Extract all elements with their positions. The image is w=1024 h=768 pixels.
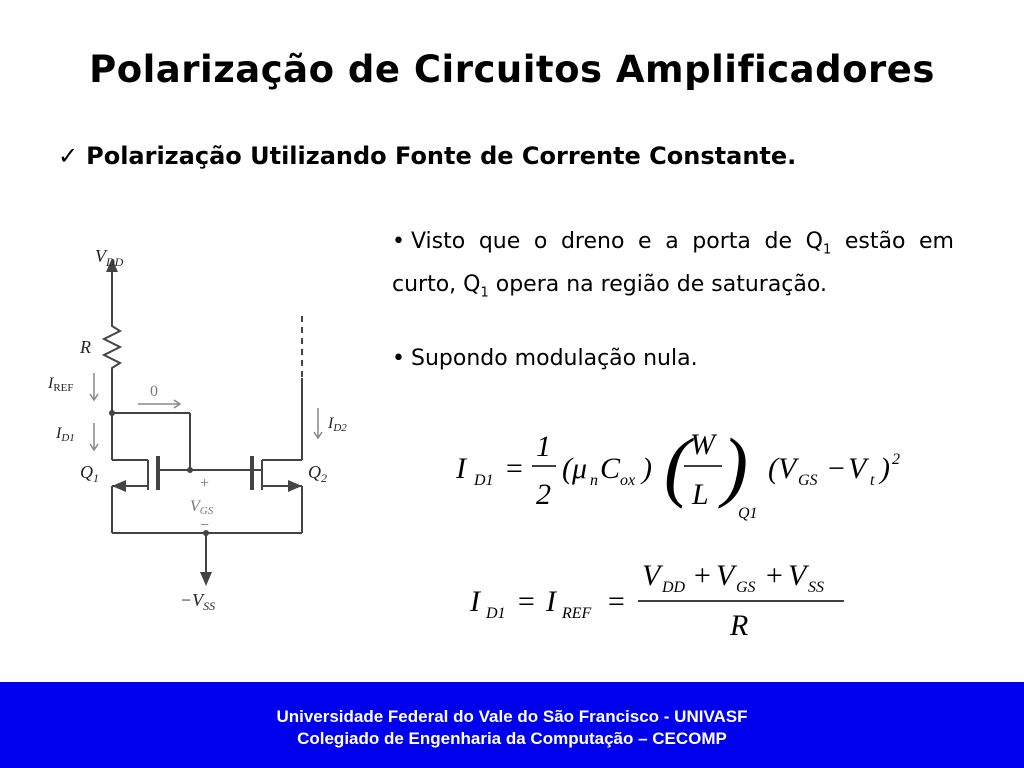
vss-arrow-icon (200, 572, 212, 586)
svg-text:L: L (692, 478, 709, 511)
equation-id1-iref (466, 555, 856, 645)
id1-label: ID1 (56, 425, 75, 444)
svg-text:D1: D1 (474, 472, 494, 489)
svg-text:I: I (470, 585, 480, 618)
resistor (104, 318, 120, 378)
svg-text:): ) (880, 452, 890, 485)
svg-text:V: V (642, 559, 661, 592)
svg-text:(: ( (562, 452, 572, 485)
checkmark-icon: ✓ (58, 142, 79, 170)
current-mirror-circuit (40, 228, 380, 628)
q2-label: $Q_2$ (308, 462, 327, 485)
r-label: R (80, 337, 91, 357)
svg-text:+: + (692, 559, 713, 592)
footer-university: Universidade Federal do Vale do São Francisco - UNIVASF (276, 707, 748, 726)
bullet-list (392, 224, 954, 376)
vgs-plus: + (200, 475, 210, 492)
svg-text:V: V (788, 559, 807, 592)
svg-text:Q1: Q1 (738, 505, 758, 522)
svg-text:REF: REF (562, 605, 592, 622)
svg-text:I: I (546, 585, 556, 618)
svg-text:2: 2 (536, 478, 551, 511)
svg-text:V: V (716, 559, 735, 592)
vgs-minus: − (200, 517, 210, 534)
svg-text:2: 2 (892, 451, 900, 468)
svg-text:−: − (826, 452, 847, 485)
svg-text:GS: GS (736, 579, 756, 596)
svg-text:W: W (690, 428, 715, 461)
svg-text:GS: GS (798, 472, 818, 489)
bullet-saturation: • Visto que o dreno e a porta de $Q_1$ estão em curto, $Q_1$ opera na região de saturação. (392, 229, 954, 301)
svg-text:(: ( (768, 452, 778, 485)
equation-id1-saturation (452, 420, 922, 530)
svg-text:(: ( (664, 422, 690, 509)
slide-subtitle (58, 142, 796, 170)
subtitle-text: Polarização Utilizando Fonte de Corrente Constante. (86, 142, 797, 170)
iref-label: IREF (48, 375, 74, 394)
id2-label: ID2 (328, 415, 347, 434)
vdd-label: $V_{DD}$ (95, 246, 124, 269)
svg-text:+: + (764, 559, 785, 592)
svg-text:n: n (590, 472, 598, 489)
footer-bar (0, 682, 1024, 768)
svg-text:): ) (722, 422, 748, 509)
bullet-modulation: • Supondo modulação nula. (392, 345, 698, 371)
svg-text:ox: ox (620, 472, 636, 489)
svg-text:t: t (870, 472, 875, 489)
footer-department: Colegiado de Engenharia da Computação – CECOMP (297, 729, 727, 748)
svg-text:R: R (730, 609, 749, 642)
svg-text:1: 1 (536, 430, 551, 463)
svg-text:V: V (848, 452, 867, 485)
svg-text:I: I (456, 452, 466, 485)
svg-text:=: = (516, 585, 537, 618)
zero-label: 0 (150, 383, 158, 400)
svg-text:V: V (778, 452, 797, 485)
slide-title: Polarização de Circuitos Amplificadores (89, 48, 935, 91)
svg-text:=: = (504, 452, 525, 485)
svg-text:C: C (600, 452, 621, 485)
svg-text:DD: DD (662, 579, 686, 596)
svg-text:=: = (606, 585, 627, 618)
q1-label: $Q_1$ (80, 462, 99, 485)
svg-text:SS: SS (808, 579, 824, 596)
vss-label: $-V_{SS}$ (180, 590, 216, 613)
svg-text:): ) (642, 452, 652, 485)
svg-text:μ: μ (572, 452, 588, 485)
svg-text:D1: D1 (486, 605, 506, 622)
vgs-label: VGS (190, 498, 214, 517)
